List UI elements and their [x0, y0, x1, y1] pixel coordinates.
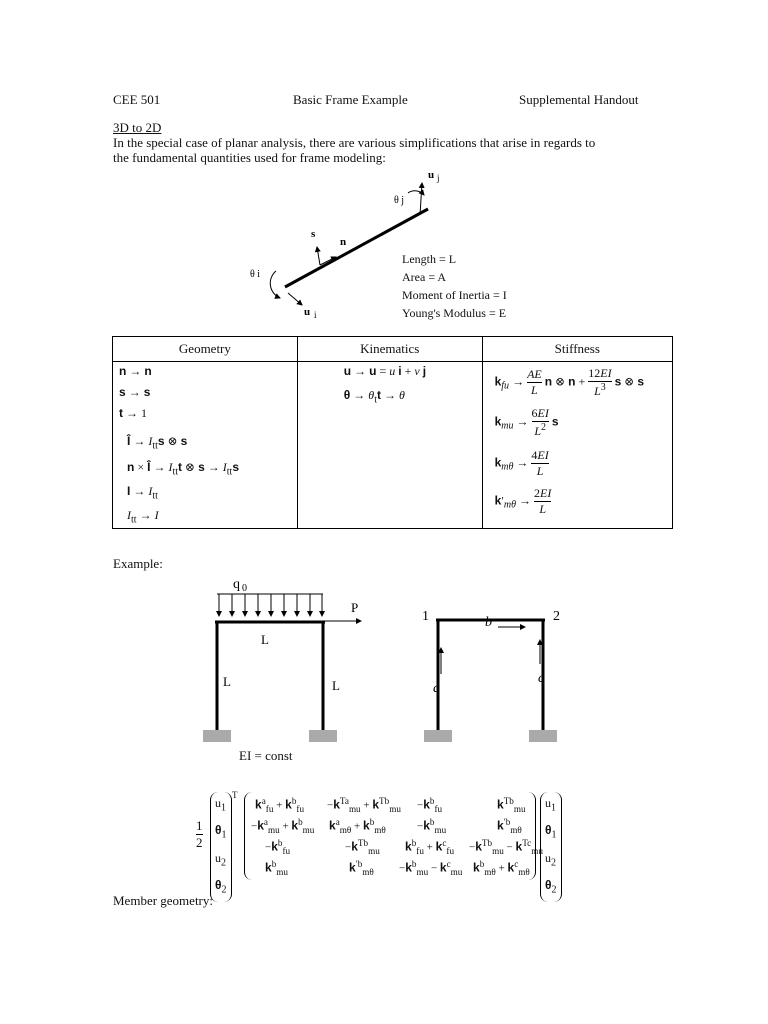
ui-arrow: [288, 293, 302, 305]
table-header-kinematics: Kinematics: [297, 337, 482, 362]
ui-sub: i: [314, 310, 317, 320]
section-heading: 3D to 2D: [113, 120, 162, 135]
stiff-kmu: $k_{mu}$ → $\frac{6EI}{L^2}$ s: [494, 406, 559, 438]
half-fraction: $\frac{1}{2}$: [196, 818, 203, 850]
node-2-label: 2: [553, 609, 560, 624]
member-geometry-label: Member geometry:: [113, 893, 213, 908]
thetai-label: θ i: [250, 269, 261, 280]
stiffness-matrix: $k^a_{fu} + k^b_{fu}$ $-k^{Ta}_{mu} + k^{Tb}_{mu}$ $-k^b_{fu}$ $k^{Tb}_{mu}$ $-k^a_{mu} + k^b_{mu}$ $k^a_{m\theta} + k^b_{m\theta}$ $-k^b_{mu}$ $k^{'b}_{m\theta}$ $-k^b_{fu}$ $-k^{Tb}_{mu}$ $k^b_{fu} + k^c_{fu}$ $-k^{Tb}_{mu} - k^{Tc}_{mu}$ $k^b_{mu}$ $k^{'b}_{m\theta}$ $-k^b_{mu} - k^c_{mu}$ $k^b_{m\theta} + k^c_{m\theta}$: [244, 792, 536, 880]
right-height-label: L: [332, 678, 340, 693]
example-label: Example:: [113, 556, 163, 571]
geo-row-t: t → 1: [119, 406, 147, 420]
prop-inertia: Moment of Inertia = I: [402, 288, 507, 302]
table-header-stiffness: Stiffness: [482, 337, 672, 362]
force-label: P: [351, 600, 359, 615]
geo-row-s: s → s: [119, 385, 151, 399]
stiffness-cell: [482, 362, 672, 529]
uj-sub: j: [437, 173, 440, 183]
kin-row-u: u → u = u i + v j: [343, 364, 427, 378]
prop-length: Length = L: [402, 252, 457, 266]
support-2: [529, 730, 557, 742]
uj-label: u: [428, 169, 435, 181]
stiff-kprime: $k'_{m\theta}$ → $\frac{2EI}{L}$: [494, 486, 552, 516]
thetai-arrow: [270, 271, 280, 298]
table-header-geometry: Geometry: [113, 337, 298, 362]
prop-modulus: Young's Modulus = E: [402, 306, 507, 320]
node-1-label: 1: [422, 609, 429, 624]
geometry-cell: [113, 362, 298, 529]
member-c-label: c: [538, 671, 545, 686]
course-code: CEE 501: [113, 92, 161, 107]
support-1: [424, 730, 452, 742]
s-arrow: [317, 247, 320, 265]
stiffness-matrix-expression: $\frac{1}{2}$ $u_1$ $\theta_1$ $u_2$ $\theta_2$ T $k^a_{fu} + k^b_{fu}$ $-k^{Ta}_{mu} + k^{Tb}_{mu}$ $-k^b_{fu}$ $k^{Tb}_{mu}$ $-k^a_{mu} + k^b_{mu}$ $k^a_{m\theta} + k^b_{m\theta}$ $-k^b_{mu}$ $k^{'b}_{m\theta}$ $-k^b_{fu}$ $-k^{Tb}_{mu}$ $k^b_{fu} + k^c_{fu}$ $-k^{Tb}_{mu} - k^{Tc}_{mu}$ $k^b_{mu}$ $k^{'b}_{m\theta}$ $-k^b_{mu} - k^c_{mu}$ $k^b_{m\theta} + k^c_{m\theta}$ $u_1$ $\theta_1$ $u_2$ $\theta_2$: [196, 790, 576, 885]
ui-label: u: [304, 306, 311, 318]
s-label: s: [311, 228, 316, 240]
left-support: [203, 730, 231, 742]
left-height-label: L: [223, 674, 231, 689]
geo-row-I: $I \to I_{tt}$: [127, 484, 158, 502]
element-properties: [402, 250, 507, 322]
intro-line-2: the fundamental quantities used for frame modeling:: [113, 150, 386, 165]
intro-line-1: In the special case of planar analysis, there are various simplifications that arise in regards to: [113, 135, 596, 150]
right-support: [309, 730, 337, 742]
document-title: Basic Frame Example: [293, 92, 408, 107]
geo-row-inertia: Î → $I_{tt}s$ ⊗ s: [127, 434, 188, 452]
handout-label: Supplemental Handout: [519, 92, 639, 107]
dof-vector: $u_1$ $\theta_1$ $u_2$ $\theta_2$: [540, 792, 562, 902]
member-a-label: a: [433, 681, 440, 696]
geo-row-Itt: $I_{tt} \to I$: [127, 508, 159, 526]
distributed-load-arrows: [219, 594, 322, 616]
frame-diagram: [195, 570, 585, 770]
stiff-kfu: $k_{fu}$ → $\frac{AE}{L}$ n ⊗ n + $\frac{12EI}{L^3}$ s ⊗ s: [494, 366, 645, 398]
stiff-kmtheta: $k_{m\theta}$ → $\frac{4EI}{L}$: [494, 448, 549, 478]
load-label: q: [233, 577, 240, 592]
uj-arrow: [420, 183, 422, 215]
geo-row-cross: n × Î → $I_{tt}t$ ⊗ $s \to I_{tt}s$: [127, 460, 240, 478]
load-sub: 0: [242, 583, 247, 594]
dof-vector-transposed: $u_1$ $\theta_1$ $u_2$ $\theta_2$: [210, 792, 232, 902]
kin-row-theta: $\theta \to \theta_tt \to \theta$: [343, 388, 405, 406]
geo-row-n: n → n: [119, 364, 152, 378]
ei-const-label: EI = const: [239, 748, 293, 763]
simplification-table: [112, 336, 673, 529]
kinematics-cell: [297, 362, 482, 529]
member-b-label: b: [485, 615, 492, 630]
prop-area: Area = A: [402, 270, 447, 284]
n-label: n: [340, 236, 347, 248]
thetaj-label: θ j: [394, 195, 405, 206]
span-label: L: [261, 632, 269, 647]
